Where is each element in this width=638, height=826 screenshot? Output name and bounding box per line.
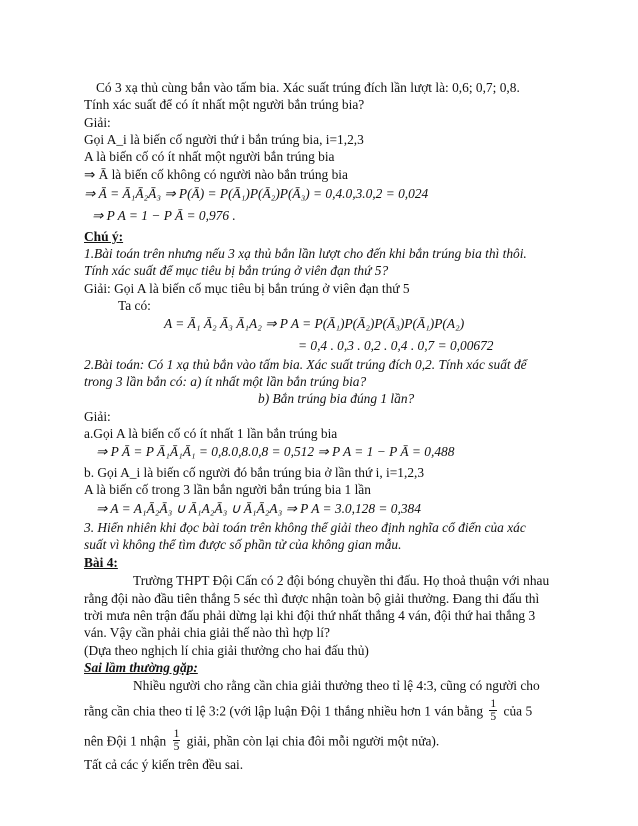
note-2-line-1: 2.Bài toán: Có 1 xạ thủ bắn vào tấm bia. Xác suất trúng đích 0,2. Tính xác suất để xyxy=(84,357,527,372)
formula-sequence: A = Ā₁ Ā₂ Ā₃ Ā₁A₂ ⇒ P A = P(Ā₁)P(Ā₂)P(Ā₃)P(Ā₁)P(A₂) xyxy=(164,316,465,331)
fraction-denominator-2: 5 xyxy=(173,741,180,753)
note-1-solution: Giải: Gọi A là biến cố mục tiêu bị bắn trúng ở viên đạn thứ 5 xyxy=(84,281,410,296)
part-b-event: A là biến cố trong 3 lần bắn người bắn trúng bia 1 lần xyxy=(84,482,371,497)
exercise-4-line-2: rằng đội nào đầu tiên thắng 5 séc thì được nhận toàn bộ giải thưởng. Đang thi đấu thì xyxy=(84,591,540,606)
note-2-line-3: b) Bắn trúng bia đúng 1 lần? xyxy=(258,391,415,406)
conclusion-line: Tất cả các ý kiến trên đều sai. xyxy=(84,757,244,772)
common-mistakes-line-2-tail: của 5 xyxy=(503,703,533,719)
formula-part-a: ⇒ P Ā = P Ā₁Ā₁Ā₁ = 0,8.0,8.0,8 = 0,512 ⇒ P A = 1 − P Ā = 0,488 xyxy=(96,444,455,459)
part-a-definition: a.Gọi A là biến cố có ít nhất 1 lần bắn trúng bia xyxy=(84,426,338,441)
exercise-4-line-3: trời mưa nên trận đấu phải dừng lại khi đội thứ nhất thắng 4 ván, đội thứ hai thắng 3 xyxy=(84,608,536,623)
common-mistakes-line-2-text: rằng cần chia theo tỉ lệ 3:2 (với lập luận Đội 1 thắng nhiều hơn 1 ván bằng xyxy=(84,703,484,719)
fraction-one-fifth xyxy=(489,698,497,723)
formula-complement-probability: ⇒ Ā = Ā₁Ā₂Ā₃ ⇒ P(Ā) = P(Ā₁)P(Ā₂)P(Ā₃) = 0,4.0,3.0,2 = 0,024 xyxy=(84,186,429,201)
formula-sequence-result: = 0,4 . 0,3 . 0,2 . 0,4 . 0,7 = 0,00672 xyxy=(298,338,494,353)
common-mistakes-heading: Sai lầm thường gặp: xyxy=(84,660,198,675)
fraction-numerator: 1 xyxy=(490,698,497,710)
exercise-4-line-4: ván. Vậy cần phải chia giải thế nào thì hợp lí? xyxy=(84,625,330,640)
fraction-numerator-2: 1 xyxy=(173,728,180,740)
note-1-taco: Ta có: xyxy=(118,298,151,313)
fraction-denominator: 5 xyxy=(490,711,497,723)
common-mistakes-line-1: Nhiều người cho rằng cần chia giải thưởng theo tỉ lệ 4:3, cũng có người cho xyxy=(133,678,540,693)
definition-a: A là biến cố có ít nhất một người bắn trúng bia xyxy=(84,149,335,164)
common-mistakes-line-3-text: nên Đội 1 nhận xyxy=(84,733,167,749)
exercise-4-line-1: Trường THPT Đội Cấn có 2 đội bóng chuyền thi đấu. Họ thoả thuận với nhau xyxy=(133,573,550,588)
exercise-4-source: (Dựa theo nghịch lí chia giải thưởng cho hai đấu thủ) xyxy=(84,643,369,658)
note-2-line-2: trong 3 lần bắn có: a) ít nhất một lần bắn trúng bia? xyxy=(84,374,367,389)
note-3-line-1: 3. Hiển nhiên khi đọc bài toán trên không thể giải theo định nghĩa cổ điển của xác xyxy=(84,520,526,535)
problem-statement-line-1: Có 3 xạ thủ cùng bắn vào tấm bia. Xác suất trúng đích lần lượt là: 0,6; 0,7; 0,8. xyxy=(96,80,520,95)
formula-part-b: ⇒ A = A₁Ā₂Ā₃ ∪ Ā₁A₂Ā₃ ∪ Ā₁Ā₂A₃ ⇒ P A = 3.0,128 = 0,384 xyxy=(96,501,421,516)
definition-ai: Gọi A_i là biến cố người thứ i bắn trúng bia, i=1,2,3 xyxy=(84,132,364,147)
common-mistakes-line-3-tail: giải, phần còn lại chia đôi mỗi người một nửa). xyxy=(186,733,440,749)
formula-result: ⇒ P A = 1 − P Ā = 0,976 . xyxy=(92,208,236,223)
note-1-line-2: Tính xác suất để mục tiêu bị bắn trúng ở viên đạn thứ 5? xyxy=(84,263,389,278)
definition-a-complement: ⇒ Ā là biến cố không có người nào bắn trúng bia xyxy=(84,167,348,182)
fraction-one-fifth-2 xyxy=(173,728,181,753)
problem-statement-line-2: Tính xác suất để có ít nhất một người bắn trúng bia? xyxy=(84,97,365,112)
note-heading: Chú ý: xyxy=(84,229,124,244)
exercise-4-heading: Bài 4: xyxy=(84,555,118,570)
note-1-line-1: 1.Bài toán trên nhưng nếu 3 xạ thủ bắn lần lượt cho đến khi bắn trúng bia thì thôi. xyxy=(84,246,527,261)
solution-heading: Giải: xyxy=(84,115,111,130)
common-mistakes-line-2 xyxy=(84,700,578,725)
note-2-solution-heading: Giải: xyxy=(84,409,111,424)
note-3-line-2: suất vì không thể tìm được số phần tử của không gian mẫu. xyxy=(84,537,402,552)
common-mistakes-line-3 xyxy=(84,730,578,755)
part-b-definition: b. Gọi A_i là biến cố người đó bắn trúng bia ở lần thứ i, i=1,2,3 xyxy=(84,465,425,480)
